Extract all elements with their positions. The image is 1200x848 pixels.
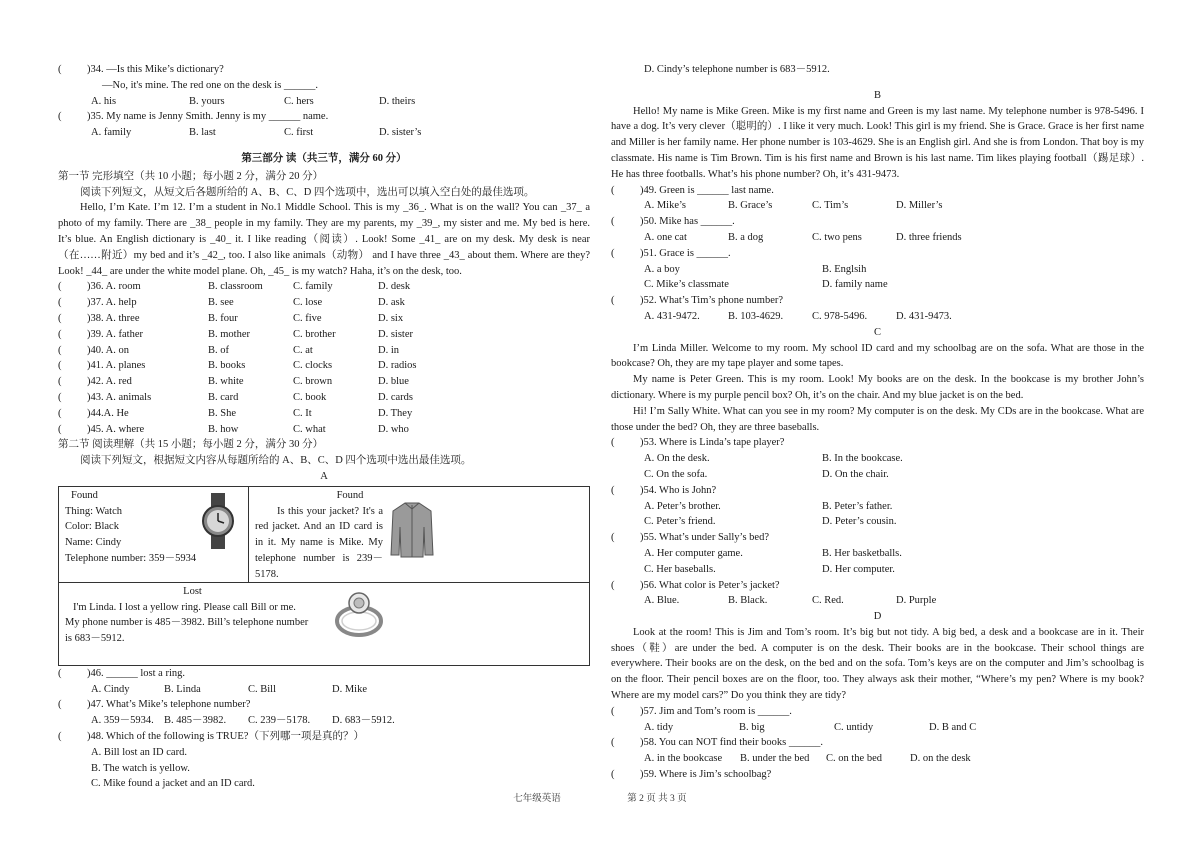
option: )43. A. animals: [87, 391, 152, 403]
question-text: )52. What’s Tim’s phone number?: [640, 295, 784, 307]
question-55-options: [611, 562, 1144, 578]
cloze-question: [58, 374, 590, 390]
question-text: )49. Green is ______ last name.: [640, 184, 774, 196]
option: C. On the sofa.: [644, 468, 708, 480]
option: B. 103-4629.: [728, 310, 784, 322]
notice-title: Found: [71, 489, 98, 501]
section-one-title: 第一节 完形填空（共 10 小题；每小题 2 分，满分 20 分）: [58, 170, 324, 182]
question-51-options: [611, 277, 1144, 293]
option: C. at: [293, 344, 313, 356]
answer-blank: (: [58, 423, 62, 435]
question-46-options: [58, 682, 590, 698]
passage-d-text: Look at the room! This is Jim and Tom’s room. It’s big but not tidy. A big bed, a desk and a bookcase are in it. Their shoes（鞋）are under the bed. A computer is on the desk. Their books are in the bookcase. Their school things are everywhere. Their books are on the desk, on the bed and on the sofa. Tom’s keys are on the computer and Jim’s schoolbag is on the floor. Their pencil boxes are on the floor, too. They always ask their mother, “Where’s my pen? Where is my book? Where are my model cars?” Do you think they are tidy?: [611, 626, 1144, 702]
option: C. Peter’s friend.: [644, 516, 716, 528]
option: D. three friends: [896, 231, 962, 243]
option: C. untidy: [834, 721, 874, 733]
notice-line: is 683－5912.: [65, 633, 125, 645]
notice-line: Thing: Watch: [65, 505, 122, 517]
option: A. 359－5934.: [91, 715, 154, 727]
option: )42. A. red: [87, 376, 132, 388]
option: B. Peter’s father.: [822, 500, 893, 512]
question-55: [611, 530, 1144, 546]
question-text: )50. Mike has ______.: [640, 216, 735, 228]
option: D. Her computer.: [822, 563, 895, 575]
option: )45. A. where: [87, 423, 145, 435]
option: A. family: [91, 127, 132, 139]
question-text: )58. You can NOT find their books ______.: [640, 737, 823, 749]
option: B. She: [208, 407, 237, 419]
answer-blank: (: [58, 730, 62, 742]
answer-blank: (: [58, 699, 62, 711]
option: A. Peter’s brother.: [644, 500, 721, 512]
answer-blank: (: [58, 297, 62, 309]
left-column: [58, 62, 590, 792]
section-one-instructions: 阅读下列短文，从短文后各题所给的 A、B、C、D 四个选项中，选出可以填入空白处的最佳选项。: [80, 186, 535, 198]
cloze-question: [58, 327, 590, 343]
cloze-question: [58, 295, 590, 311]
option: D. in: [378, 344, 399, 356]
cloze-question: [58, 311, 590, 327]
page-footer: 七年级英语 第 2 页 共 3 页: [513, 794, 687, 804]
question-57-options: [611, 720, 1144, 736]
question-48: [58, 729, 590, 745]
option: D. 431-9473.: [896, 310, 952, 322]
answer-blank: (: [58, 312, 62, 324]
option: )41. A. planes: [87, 360, 146, 372]
answer-blank: (: [58, 376, 62, 388]
answer-blank: (: [58, 407, 62, 419]
option: C. first: [284, 127, 314, 139]
found-watch-notice: [59, 487, 249, 582]
answer-blank: (: [611, 737, 615, 749]
option: D. On the chair.: [822, 468, 889, 480]
question-58-options: [611, 751, 1144, 767]
question-54-options: [611, 499, 1144, 515]
passage-b-label: B: [873, 89, 881, 101]
cloze-passage: Hello, I’m Kate. I’m 12. I’m a student in No.1 Middle School. This is my _36_. What is on the wall? You can _37_ a photo of my family. There are _38_ people in my family. They are my parents, my _39_, my sister and me. My bed is here. It’s blue. An English dictionary is _40_ it. I like reading（阅读）. Look! Some _41_ are on my desk. My desk is near（在……附近）my bed and it’s _42_, too. I also like animals（动物） and I have three _43_ about them. Where are they? Look! _44_ are under the white model plane. Oh, _45_ is my watch? Haha, it’s on the desk, too.: [58, 202, 590, 277]
option: D. Cindy’s telephone number is 683－5912.: [644, 64, 830, 75]
option: D. They: [378, 407, 413, 419]
option: B. white: [208, 376, 244, 388]
notice-title: Lost: [183, 585, 202, 597]
option: )40. A. on: [87, 344, 129, 356]
option: )44.A. He: [87, 407, 129, 419]
jacket-icon: [389, 501, 435, 559]
question-56-options: [611, 593, 1144, 609]
option: B. big: [739, 721, 765, 733]
option: C. Red.: [812, 595, 844, 607]
option: B. 485－3982.: [164, 715, 227, 727]
question-51: [611, 246, 1144, 262]
question-text: )56. What color is Peter’s jacket?: [640, 579, 780, 591]
option: )38. A. three: [87, 312, 140, 324]
option: C. lose: [293, 297, 323, 309]
question-52-options: [611, 309, 1144, 325]
question-50-options: [611, 230, 1144, 246]
question-text: )46. ______ lost a ring.: [87, 667, 185, 679]
answer-blank: (: [611, 247, 615, 259]
cloze-question: [58, 279, 590, 295]
option: B. Grace’s: [728, 200, 773, 212]
question-54: [611, 483, 1144, 499]
option: B. The watch is yellow.: [91, 762, 190, 774]
option: C. what: [293, 423, 326, 435]
option: B. Black.: [728, 595, 768, 607]
question-text: )57. Jim and Tom’s room is ______.: [640, 705, 792, 717]
option: D. on the desk: [910, 753, 971, 765]
option: B. under the bed: [740, 753, 810, 765]
option: B. In the bookcase.: [822, 453, 903, 465]
option: B. how: [208, 423, 239, 435]
option: B. see: [208, 297, 234, 309]
passage-b-text: Hello! My name is Mike Green. Mike is my first name and Green is my last name. My telephone number is 978-5496. I have a dog. It’s very clever（聪明的）. I like it very much. Look! This girl is my friend. She is Grace. Grace is her first name and Miller is her family name. Her phone number is 103-4629. She is an English girl. And she is from London. That boy is my classmate. His name is Tim Brown. Tim is his first name and Brown is his last name. Tim likes playing football（踢足球）. He has three footballs. What’s his phone number? Oh, it’s 431-9473.: [611, 105, 1144, 180]
passage-c-paragraph: My name is Peter Green. This is my room. Look! My books are on the desk. In the bookcase is my brother John’s dictionary. Where is my purple pencil box? Oh, it’s on the chair. And my blue jacket is on the bed.: [611, 374, 1144, 401]
section-two-title: 第二节 阅读理解（共 15 小题；每小题 2 分，满分 30 分）: [58, 439, 324, 451]
option: D. ask: [378, 297, 405, 309]
cloze-questions: [58, 279, 590, 437]
option: C. hers: [284, 95, 314, 107]
option: A. a boy: [644, 263, 680, 275]
notice-line: Color: Black: [65, 521, 119, 533]
question-46: [58, 666, 590, 682]
option: B. Her basketballs.: [822, 547, 902, 559]
cloze-question: [58, 358, 590, 374]
notice-text: Is this your jacket? It's a red jacket. And an ID card is in it. My name is Mike. My telephone number is 239－5178.: [255, 505, 383, 580]
notice-line: Name: Cindy: [65, 537, 122, 549]
option: B. yours: [189, 95, 225, 107]
question-text: )59. Where is Jim’s schoolbag?: [640, 769, 772, 781]
question-57: [611, 704, 1144, 720]
option: C. 978-5496.: [812, 310, 868, 322]
question-52: [611, 293, 1144, 309]
question-35-options: [58, 125, 590, 141]
option: D. six: [378, 312, 404, 324]
option: D. radios: [378, 360, 417, 372]
option: D. B and C: [929, 721, 977, 733]
answer-blank: (: [58, 328, 62, 340]
question-text: )47. What’s Mike’s telephone number?: [87, 699, 251, 711]
option: C. Mike found a jacket and an ID card.: [91, 778, 255, 790]
option: B. Englsih: [822, 263, 867, 275]
option: C. It: [293, 407, 312, 419]
passage-d-label: D: [873, 611, 882, 623]
option: C. book: [293, 391, 327, 403]
option: A. 431-9472.: [644, 310, 700, 322]
question-53-options: [611, 451, 1144, 467]
answer-blank: (: [58, 64, 62, 75]
option: C. clocks: [293, 360, 333, 372]
cloze-question: [58, 343, 590, 359]
ring-icon: [331, 589, 387, 639]
question-56: [611, 578, 1144, 594]
question-49-options: [611, 198, 1144, 214]
question-47: [58, 697, 590, 713]
option: A. his: [91, 95, 117, 107]
option: C. five: [293, 312, 322, 324]
answer-blank: (: [611, 437, 615, 449]
option: C. Bill: [248, 683, 277, 695]
option: B. Linda: [164, 683, 201, 695]
option: D. blue: [378, 376, 409, 388]
watch-icon: [201, 493, 235, 549]
option: A. Cindy: [91, 683, 130, 695]
question-text: )54. Who is John?: [640, 484, 717, 496]
option: D. family name: [822, 279, 888, 291]
option: )36. A. room: [87, 281, 141, 293]
question-59: [611, 767, 1144, 783]
option: C. family: [293, 281, 333, 293]
passage-c-paragraph: Hi! I’m Sally White. What can you see in my room? My computer is on the desk. My CDs are in the bookcase. What are those under the bed? Oh, they are three baseballs.: [611, 405, 1144, 433]
option: C. brown: [293, 376, 333, 388]
option: B. card: [208, 391, 239, 403]
part-three-title: 第三部分 读（共三节，满分 60 分）: [241, 152, 407, 164]
option: D. theirs: [379, 95, 416, 107]
notice-title: Found: [336, 489, 364, 501]
option: )37. A. help: [87, 297, 137, 309]
option: C. 239－5178.: [248, 715, 311, 727]
answer-blank: (: [611, 295, 615, 307]
found-jacket-notice: [249, 487, 589, 582]
question-34: [58, 62, 590, 78]
question-text: )48. Which of the following is TRUE?（下列哪一项是真的？）: [87, 730, 364, 742]
question-54-options: [611, 514, 1144, 530]
lost-ring-notice: [59, 583, 589, 665]
question-34-options: [58, 94, 590, 110]
question-35: [58, 109, 590, 125]
notice-line: My phone number is 485－3982. Bill’s telephone number: [65, 617, 309, 629]
option: B. mother: [208, 328, 250, 340]
option: B. last: [189, 127, 216, 139]
section-two-instructions: 阅读下列短文，根据短文内容从每题所给的 A、B、C、D 四个选项中选出最佳选项。: [80, 455, 472, 467]
option: B. books: [208, 360, 246, 372]
option: B. classroom: [208, 281, 263, 293]
notice-line: I'm Linda. I lost a yellow ring. Please call Bill or me.: [73, 601, 296, 613]
option: D. who: [378, 423, 409, 435]
option: D. Mike: [332, 683, 367, 695]
notice-line: Telephone number: 359－5934: [65, 552, 197, 564]
option: C. Tim’s: [812, 200, 849, 212]
answer-blank: (: [58, 360, 62, 372]
option: A. Her computer game.: [644, 547, 743, 559]
option: A. Blue.: [644, 595, 680, 607]
question-text: )34. —Is this Mike’s dictionary?: [87, 64, 224, 75]
notice-board: [58, 486, 590, 666]
question-text: )53. Where is Linda’s tape player?: [640, 437, 785, 449]
answer-blank: (: [611, 216, 615, 228]
answer-blank: (: [58, 667, 62, 679]
cloze-question: [58, 422, 590, 438]
option: D. Peter’s cousin.: [822, 516, 897, 528]
question-49: [611, 183, 1144, 199]
option: D. sister’s: [379, 127, 422, 139]
option: B. four: [208, 312, 238, 324]
answer-blank: (: [58, 344, 62, 356]
option: A. one cat: [644, 231, 687, 243]
answer-blank: (: [58, 391, 62, 403]
answer-blank: (: [611, 705, 615, 717]
question-text: )55. What’s under Sally’s bed?: [640, 532, 769, 544]
answer-blank: (: [58, 111, 62, 123]
right-column: [611, 62, 1144, 783]
option: C. two pens: [812, 231, 862, 243]
option: C. brother: [293, 328, 336, 340]
question-58: [611, 735, 1144, 751]
option: )39. A. father: [87, 328, 143, 340]
answer-blank: (: [611, 184, 615, 196]
option: B. of: [208, 344, 229, 356]
question-text: )35. My name is Jenny Smith. Jenny is my ______ name.: [87, 111, 329, 123]
option: A. On the desk.: [644, 453, 710, 465]
passage-a-label: A: [320, 470, 328, 482]
option: D. Purple: [896, 595, 937, 607]
answer-blank: (: [611, 579, 615, 591]
question-53: [611, 435, 1144, 451]
option: A. tidy: [644, 721, 674, 733]
option: B. a dog: [728, 231, 764, 243]
cloze-question: [58, 406, 590, 422]
option: A. Bill lost an ID card.: [91, 746, 187, 758]
answer-blank: (: [58, 281, 62, 293]
passage-c-paragraph: I’m Linda Miller. Welcome to my room. My school ID card and my schoolbag are on the sofa. What are those in the bookcase? Oh, they are my tape player and some tapes.: [611, 342, 1144, 370]
option: D. Miller’s: [896, 200, 943, 212]
option: A. in the bookcase: [644, 753, 723, 765]
answer-blank: (: [611, 769, 615, 781]
option: D. 683－5912.: [332, 715, 395, 727]
question-53-options: [611, 467, 1144, 483]
question-34-reply: —No, it's mine. The red one on the desk is ______.: [102, 79, 319, 91]
option: D. sister: [378, 328, 413, 340]
question-55-options: [611, 546, 1144, 562]
question-50: [611, 214, 1144, 230]
option: C. on the bed: [826, 753, 882, 765]
question-51-options: [611, 262, 1144, 278]
answer-blank: (: [611, 532, 615, 544]
cloze-question: [58, 390, 590, 406]
option: D. desk: [378, 281, 411, 293]
option: C. Mike’s classmate: [644, 279, 729, 291]
answer-blank: (: [611, 484, 615, 496]
passage-c-label: C: [873, 326, 881, 338]
option: D. cards: [378, 391, 413, 403]
question-text: )51. Grace is ______.: [640, 247, 731, 259]
option: C. Her baseballs.: [644, 563, 716, 575]
question-47-options: [58, 713, 590, 729]
option: A. Mike’s: [644, 200, 686, 212]
